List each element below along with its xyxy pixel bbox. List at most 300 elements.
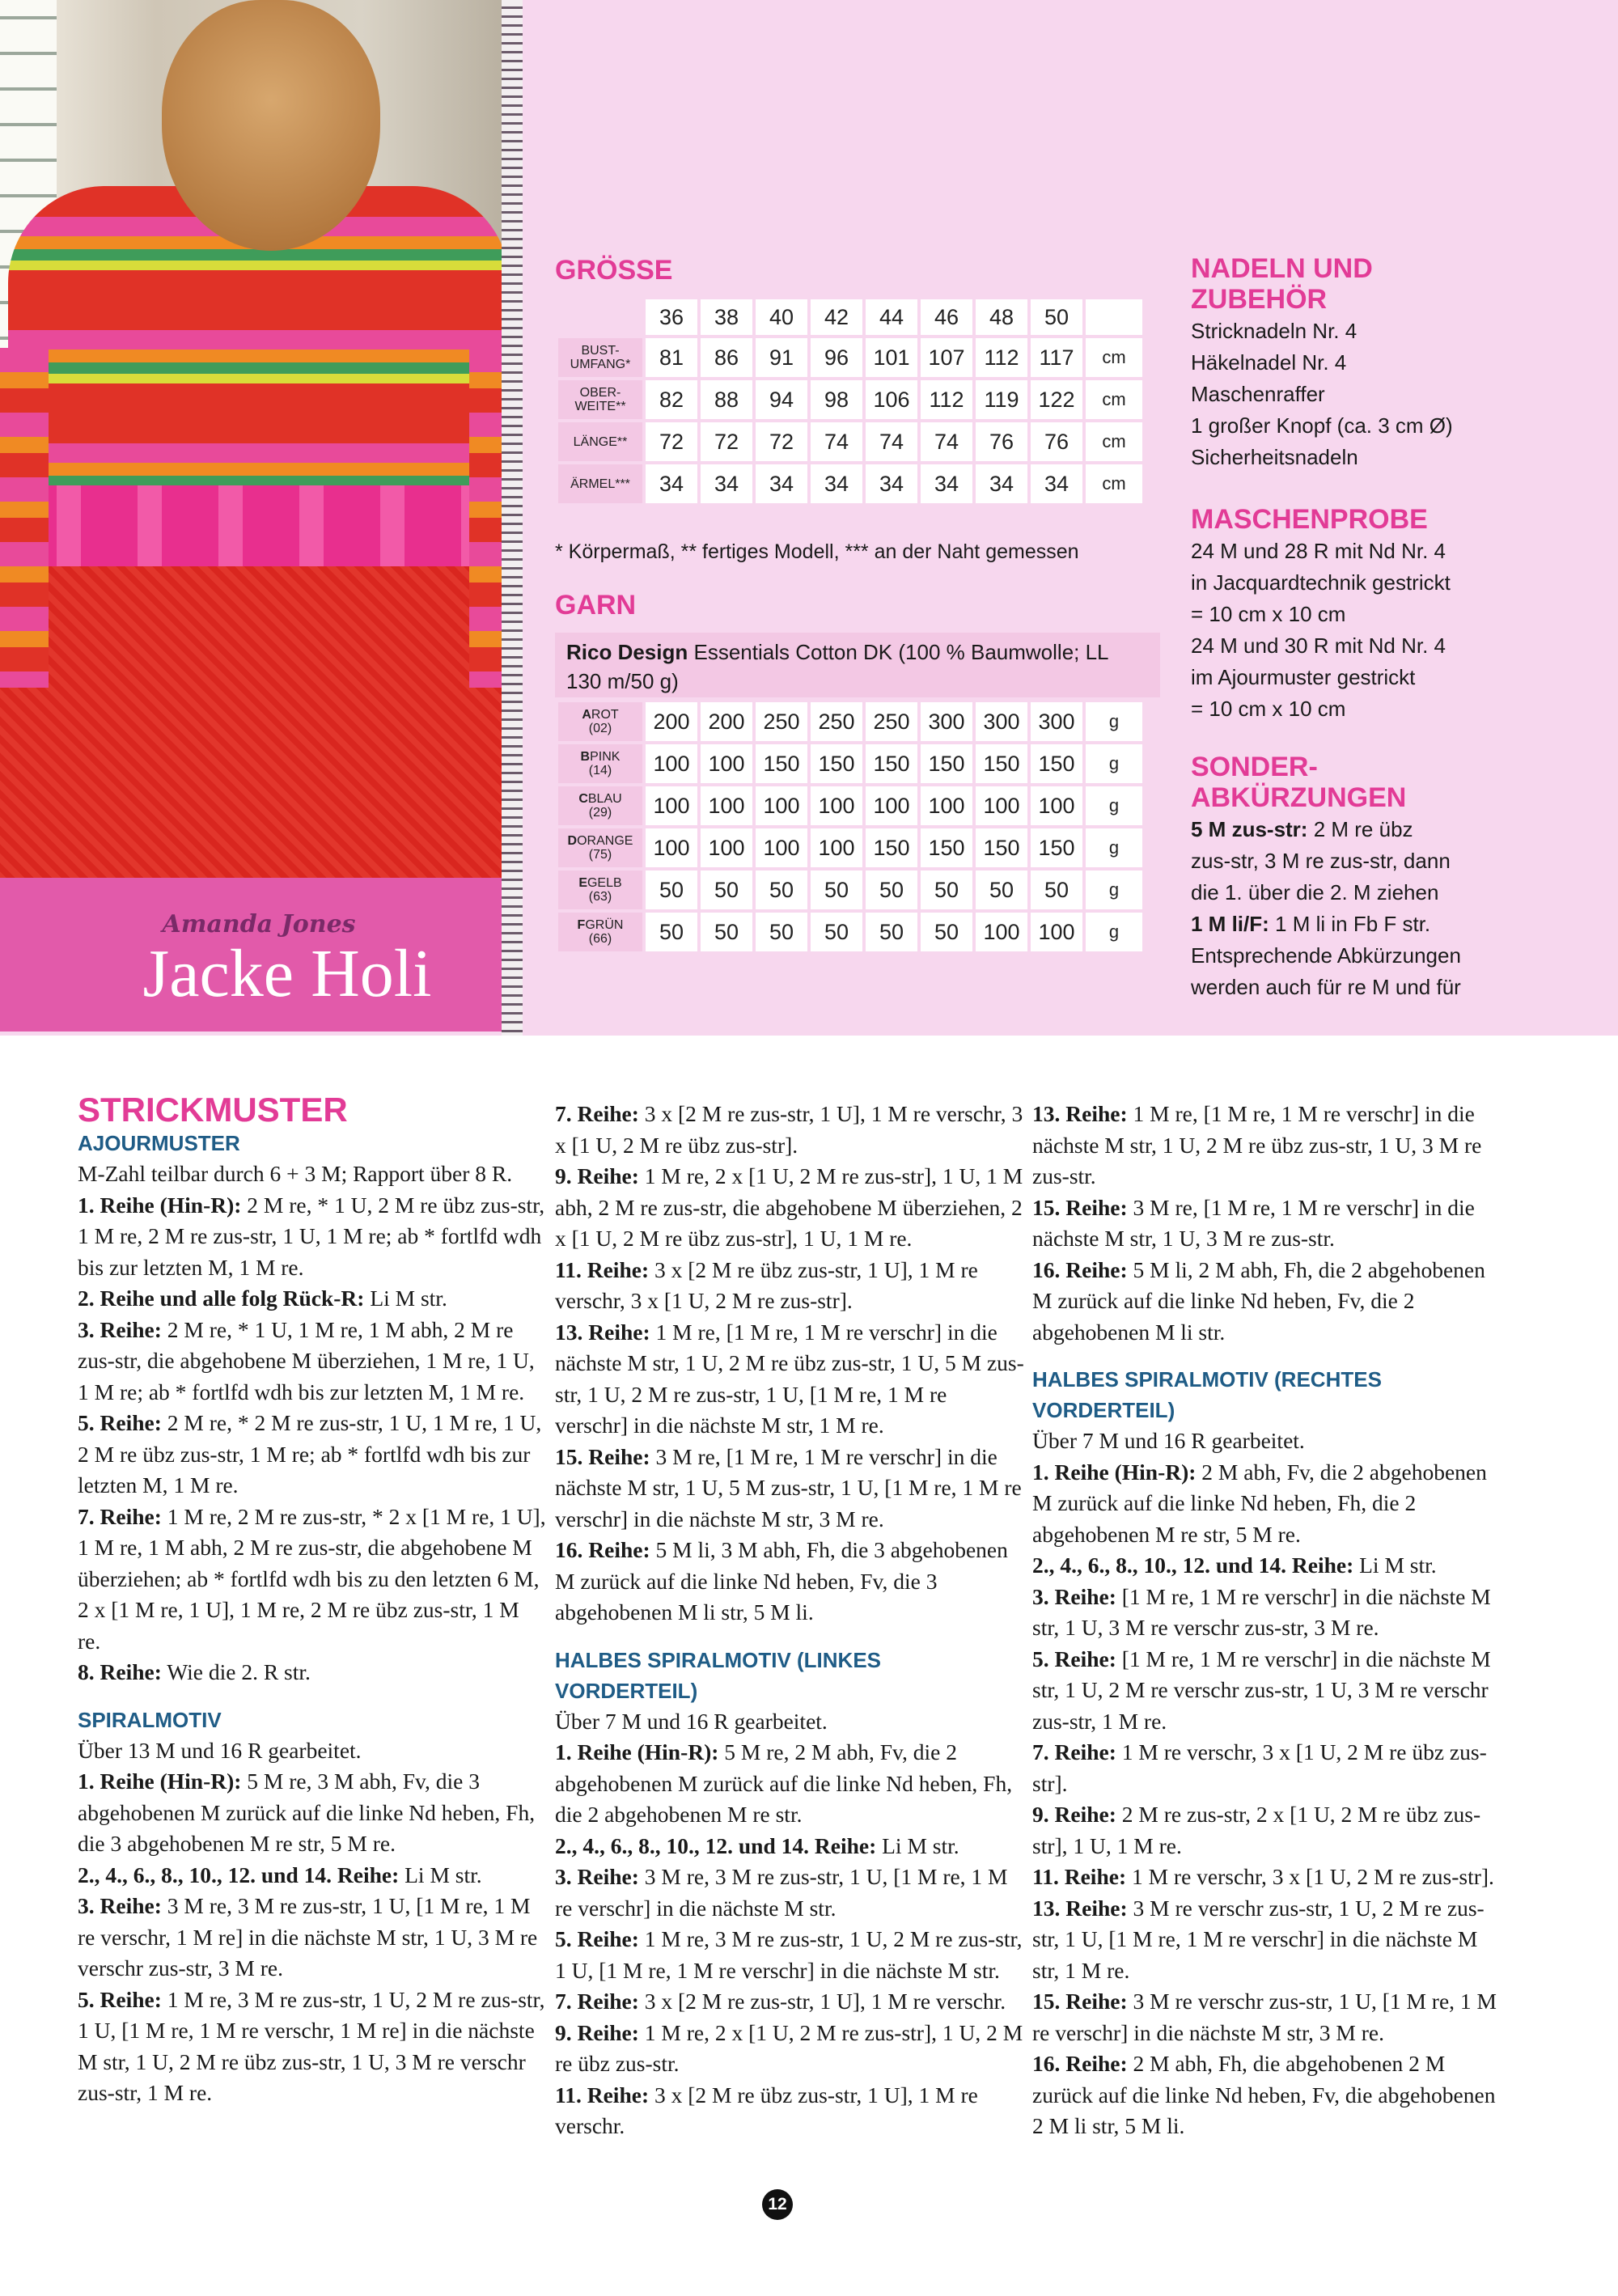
yarn-cell: 300: [976, 702, 1027, 741]
yarn-cell: 100: [646, 828, 697, 867]
instruction-paragraph: [78, 1860, 547, 1891]
maschenprobe-line: = 10 cm x 10 cm: [1191, 697, 1346, 721]
zubehoer-item: Häkelnadel Nr. 4: [1191, 350, 1347, 375]
instructions-column-1: [78, 1092, 547, 2109]
unit-cell: cm: [1086, 464, 1142, 503]
size-cell: 86: [701, 338, 752, 377]
size-cell: 34: [756, 464, 807, 503]
yarn-row: [558, 871, 1142, 909]
yarn-cell: 50: [866, 913, 917, 951]
yarn-cell: 100: [976, 786, 1027, 825]
size-row: [558, 380, 1142, 419]
yarn-cell: 100: [866, 786, 917, 825]
size-unit-blank: [1086, 299, 1142, 335]
instruction-paragraph: [1032, 1644, 1502, 1738]
row-label: 13. Reihe:: [1032, 1101, 1128, 1126]
maschenprobe-line: 24 M und 30 R mit Nd Nr. 4: [1191, 633, 1446, 658]
yarn-code: (14): [588, 764, 612, 777]
yarn-cell: 100: [1031, 786, 1082, 825]
yarn-cell: 300: [921, 702, 972, 741]
instruction-paragraph: [555, 2080, 1024, 2142]
size-cell: 34: [976, 464, 1027, 503]
row-label: 11. Reihe:: [1032, 1864, 1127, 1889]
row-text: 3 x [2 M re übz zus-str, 1 U], 1 M re verschr.: [555, 2082, 978, 2138]
yarn-cell: 100: [701, 828, 752, 867]
size-cell: 117: [1031, 338, 1082, 377]
size-row: [558, 338, 1142, 377]
instruction-paragraph: [1032, 1255, 1502, 1349]
maschenprobe-list: [1191, 536, 1612, 725]
yarn-brand: Rico Design: [566, 640, 688, 664]
yarn-name: BLAU: [587, 792, 622, 806]
yarn-cell: 100: [756, 828, 807, 867]
yarn-cell: 100: [646, 744, 697, 783]
size-value: 44: [866, 299, 917, 335]
row-label: 15. Reihe:: [1032, 1194, 1128, 1220]
size-value: 36: [646, 299, 697, 335]
instruction-paragraph: [555, 1924, 1024, 1986]
yarn-color-label: [558, 744, 642, 783]
size-cell: 34: [646, 464, 697, 503]
yarn-letter: D: [567, 834, 578, 848]
section-subheading: HALBES SPIRALMOTIV (RECHTES VORDERTEIL): [1032, 1367, 1382, 1422]
maschenprobe-line: 24 M und 28 R mit Nd Nr. 4: [1191, 539, 1446, 563]
instruction-paragraph: [1032, 1425, 1502, 1457]
maschenprobe-section: [1191, 503, 1612, 725]
yarn-color-label: [558, 871, 642, 909]
row-text: 2 M re zus-str, 2 x [1 U, 2 M re übz zus-str], 1 U, 1 M re.: [1032, 1802, 1481, 1858]
sizes-heading: GRÖSSE: [555, 255, 673, 286]
size-value: 40: [756, 299, 807, 335]
instruction-paragraph: [78, 1159, 547, 1190]
row-label: 3. Reihe:: [555, 1864, 639, 1889]
instruction-paragraph: [555, 1986, 1024, 2018]
yarn-cell: 100: [1031, 913, 1082, 951]
size-cell: 91: [756, 338, 807, 377]
yarn-cell: 150: [756, 744, 807, 783]
instruction-paragraph: [1032, 1799, 1502, 1862]
yarn-code: (02): [588, 722, 612, 735]
row-text: 3 x [2 M re zus-str, 1 U], 1 M re verschr, 3 x [1 U, 2 M re übz zus-str].: [555, 1101, 1023, 1158]
maschenprobe-line: im Ajourmuster gestrickt: [1191, 665, 1416, 689]
row-label: 1. Reihe (Hin-R):: [78, 1192, 242, 1218]
row-text: Über 13 M und 16 R gearbeitet.: [78, 1737, 362, 1763]
yarn-cell: 100: [811, 828, 862, 867]
instruction-paragraph: [1032, 1862, 1502, 1893]
row-label: 7. Reihe:: [555, 1101, 639, 1126]
unit-cell: g: [1086, 871, 1142, 909]
instruction-paragraph: [78, 1985, 547, 2109]
yarn-cell: 150: [1031, 828, 1082, 867]
row-text: Li M str.: [882, 1832, 959, 1858]
abbr-2: 1 M li/F: 1 M li in Fb F str.: [1191, 912, 1431, 936]
yarn-row: [558, 828, 1142, 867]
instruction-paragraph: [555, 1862, 1024, 1924]
instruction-paragraph: [78, 1190, 547, 1284]
instruction-paragraph: [78, 1735, 547, 1767]
row-text: 2 M abh, Fv, die 2 abgehobenen M zurück auf die linke Nd heben, Fh, die 2 abgehobenen M re str, 5 M re.: [1032, 1459, 1487, 1547]
yarn-code: (75): [588, 848, 612, 862]
row-text: 2 M re, * 1 U, 2 M re übz zus-str, 1 M re, 2 M re zus-str, 1 U, 1 M re; ab * fortlfd wdh bis zur letzten M, 1 M re.: [78, 1192, 545, 1280]
instruction-paragraph: [78, 1502, 547, 1658]
row-label: 3. Reihe:: [1032, 1583, 1116, 1609]
instruction-paragraph: [555, 1161, 1024, 1255]
yarn-code: (66): [588, 932, 612, 946]
yarn-details: Essentials Cotton DK (100 % Baumwolle; LL 130 m/50 g): [566, 640, 1108, 693]
sizes-footnote: * Körpermaß, ** fertiges Modell, *** an der Naht gemessen: [555, 540, 1079, 563]
garn-heading: GARN: [555, 590, 637, 621]
maschenprobe-heading: MASCHENPROBE: [1191, 504, 1428, 535]
yarn-cell: 50: [701, 871, 752, 909]
row-label: 13. Reihe:: [1032, 1895, 1128, 1921]
yarn-cell: 50: [756, 913, 807, 951]
row-text: 2 M re, * 1 U, 1 M re, 1 M abh, 2 M re zus-str, die abgehobene M überziehen, 1 M re, 1 U, 1 M re; ab * fortlfd wdh bis zur letzten M, 1 M re.: [78, 1316, 535, 1404]
instruction-paragraph: [78, 1315, 547, 1409]
unit-cell: g: [1086, 744, 1142, 783]
yarn-cell: 50: [811, 871, 862, 909]
row-label: 7. Reihe:: [555, 1989, 639, 2014]
yarn-letter: C: [578, 792, 588, 806]
instruction-paragraph: [78, 1657, 547, 1688]
row-text: M-Zahl teilbar durch 6 + 3 M; Rapport über 8 R.: [78, 1161, 513, 1186]
row-text: 3 M re verschr zus-str, 1 U, 2 M re zus-str, 1 U, [1 M re, 1 M re verschr] in die nächste M str, 1 M re.: [1032, 1895, 1485, 1983]
size-cell: 94: [756, 380, 807, 419]
instruction-paragraph: [555, 2018, 1024, 2080]
size-cell: 74: [866, 422, 917, 461]
instruction-paragraph: [1032, 1099, 1502, 1192]
nadeln-heading-2: ZUBEHÖR: [1191, 284, 1328, 315]
yarn-code: (63): [588, 890, 612, 904]
row-text: 3 x [2 M re zus-str, 1 U], 1 M re verschr.: [644, 1989, 1006, 2014]
size-cell: 88: [701, 380, 752, 419]
yarn-color-name: [558, 834, 642, 848]
size-cell: 74: [921, 422, 972, 461]
row-label: 3. Reihe:: [78, 1316, 162, 1342]
instruction-paragraph: [555, 1099, 1024, 1161]
nadeln-list: [1191, 316, 1612, 473]
yarn-cell: 50: [921, 913, 972, 951]
size-cell: 72: [646, 422, 697, 461]
size-cell: 72: [756, 422, 807, 461]
instruction-paragraph: [1032, 1550, 1502, 1582]
yarn-color-name: [558, 792, 642, 806]
maschenprobe-line: in Jacquardtechnik gestrickt: [1191, 570, 1451, 595]
zubehoer-item: Sicherheitsnadeln: [1191, 445, 1358, 469]
row-text: 1 M re, 2 M re zus-str, * 2 x [1 M re, 1 U], 1 M re, 1 M abh, 2 M re zus-str, die abgehobene M überziehen; ab * fortlfd wdh bis zu den letzten 6 M, 2 x [1 M re, 1 U], 1 M re, 2 M re übz zus-str, 1 M re.: [78, 1503, 546, 1654]
abbr-1-line-3: die 1. über die 2. M ziehen: [1191, 880, 1439, 904]
size-header-blank: [558, 299, 642, 335]
size-cell: 82: [646, 380, 697, 419]
yarn-color-name: [558, 876, 642, 890]
row-label: 5. Reihe:: [555, 1926, 639, 1951]
abbr-note-1: Entsprechende Abkürzungen: [1191, 943, 1461, 968]
row-label: 11. Reihe:: [555, 1256, 650, 1282]
yarn-cell: 150: [976, 828, 1027, 867]
instruction-paragraph: [1032, 1737, 1502, 1799]
row-label: 2., 4., 6., 8., 10., 12. und 14. Reihe:: [78, 1862, 400, 1887]
row-label: 1. Reihe (Hin-R):: [78, 1769, 242, 1794]
row-text: 1 M re, [1 M re, 1 M re verschr] in die nächste M str, 1 U, 2 M re übz zus-str, 1 U, 3 M re zus-str.: [1032, 1101, 1482, 1188]
size-value: 42: [811, 299, 862, 335]
yarn-color-label: [558, 702, 642, 741]
row-text: 1 M re, 2 x [1 U, 2 M re zus-str], 1 U, 1 M abh, 2 M re zus-str, die abgehobene M überziehen, 2 x [1 U, 2 M re übz zus-str], 1 U, 1 M re.: [555, 1163, 1023, 1251]
size-cell: 76: [976, 422, 1027, 461]
row-text: 3 M re, [1 M re, 1 M re verschr] in die nächste M str, 1 U, 3 M re zus-str.: [1032, 1194, 1475, 1251]
row-label: 5. Reihe:: [78, 1410, 162, 1435]
section-subheading: HALBES SPIRALMOTIV (LINKES VORDERTEIL): [555, 1647, 882, 1703]
yarn-name: GELB: [587, 876, 622, 890]
size-cell: 96: [811, 338, 862, 377]
instruction-paragraph: [78, 1408, 547, 1502]
row-label: 1. Reihe (Hin-R):: [1032, 1459, 1197, 1485]
unit-cell: g: [1086, 786, 1142, 825]
row-text: 5 M li, 3 M abh, Fh, die 3 abgehobenen M zurück auf die linke Nd heben, Fv, die 3 abgehobenen M li str, 5 M li.: [555, 1537, 1008, 1625]
yarn-color-name: [558, 708, 642, 722]
size-cell: 122: [1031, 380, 1082, 419]
instruction-paragraph: [78, 1891, 547, 1985]
row-text: 1 M re verschr, 3 x [1 U, 2 M re übz zus-str].: [1032, 1739, 1487, 1796]
yarn-cell: 250: [811, 702, 862, 741]
instruction-paragraph: [1032, 1457, 1502, 1551]
yarn-cell: 150: [1031, 744, 1082, 783]
yarn-cell: 200: [701, 702, 752, 741]
yarn-cell: 50: [756, 871, 807, 909]
row-label: 2. Reihe und alle folg Rück-R:: [78, 1286, 365, 1311]
yarn-color-name: [558, 750, 642, 764]
strickmuster-heading: STRICKMUSTER: [78, 1091, 348, 1129]
yarn-cell: 50: [701, 913, 752, 951]
row-text: 2 M abh, Fh, die abgehobenen 2 M zurück auf die linke Nd heben, Fv, die abgehobenen 2 M li str, 5 M li.: [1032, 2051, 1496, 2138]
sizes-table: [555, 296, 1146, 506]
size-row-label: BUST-UMFANG*: [558, 338, 642, 377]
size-cell: 34: [921, 464, 972, 503]
nadeln-heading-1: NADELN UND: [1191, 253, 1373, 284]
size-cell: 72: [701, 422, 752, 461]
size-row: [558, 422, 1142, 461]
yarn-cell: 150: [976, 744, 1027, 783]
size-cell: 74: [811, 422, 862, 461]
yarn-row: [558, 786, 1142, 825]
row-label: 2., 4., 6., 8., 10., 12. und 14. Reihe:: [1032, 1553, 1354, 1578]
row-text: 1 M re verschr, 3 x [1 U, 2 M re zus-str].: [1131, 1864, 1494, 1889]
yarn-cell: 100: [701, 744, 752, 783]
yarn-cell: 50: [646, 871, 697, 909]
yarn-letter: B: [580, 750, 591, 764]
row-label: 16. Reihe:: [1032, 1256, 1128, 1282]
yarn-cell: 100: [921, 786, 972, 825]
row-label: 7. Reihe:: [78, 1503, 162, 1529]
row-label: 15. Reihe:: [1032, 1989, 1128, 2014]
row-text: 3 M re verschr zus-str, 1 U, [1 M re, 1 M re verschr] in die nächste M str, 3 M re.: [1032, 1989, 1497, 2045]
yarn-cell: 50: [976, 871, 1027, 909]
instruction-paragraph: [1032, 1893, 1502, 1987]
unit-cell: cm: [1086, 338, 1142, 377]
row-text: Li M str.: [370, 1286, 447, 1311]
instruction-paragraph: [555, 1317, 1024, 1442]
instructions-column-2: [555, 1099, 1024, 2142]
size-cell: 107: [921, 338, 972, 377]
size-row-label: ÄRMEL***: [558, 464, 642, 503]
yarn-name: PINK: [590, 750, 621, 764]
row-label: 2., 4., 6., 8., 10., 12. und 14. Reihe:: [555, 1832, 877, 1858]
instruction-paragraph: [555, 1442, 1024, 1536]
abbr-1: 5 M zus-str: 2 M re übz: [1191, 817, 1413, 841]
instructions-column-3: [1032, 1099, 1502, 2142]
size-value: 38: [701, 299, 752, 335]
yarn-cell: 50: [1031, 871, 1082, 909]
row-text: 5 M re, 3 M abh, Fv, die 3 abgehobenen M zurück auf die linke Nd heben, Fh, die 3 abgehobenen M re str, 5 M re.: [78, 1769, 536, 1856]
yarn-cell: 100: [976, 913, 1027, 951]
yarn-cell: 100: [701, 786, 752, 825]
nadeln-section: [1191, 252, 1612, 473]
yarn-cell: 50: [811, 913, 862, 951]
size-cell: 112: [921, 380, 972, 419]
page-number: 12: [762, 2189, 793, 2220]
size-cell: 101: [866, 338, 917, 377]
yarn-cell: 100: [756, 786, 807, 825]
yarn-name: ROT: [591, 708, 619, 722]
yarn-cell: 300: [1031, 702, 1082, 741]
yarn-cell: 50: [921, 871, 972, 909]
row-text: 1 M re, [1 M re, 1 M re verschr] in die nächste M str, 1 U, 2 M re übz zus-str, 1 U, 5 M zus-str, 1 U, 2 M re zus-str, 1 U, [1 M re, 1 M re verschr] in die nächste M str, 1 M re.: [555, 1319, 1024, 1438]
abbr-note-2: werden auch für re M und für: [1191, 975, 1461, 999]
row-label: 9. Reihe:: [555, 1163, 639, 1188]
instruction-paragraph: [1032, 1986, 1502, 2048]
row-text: 5 M re, 2 M abh, Fv, die 2 abgehobenen M zurück auf die linke Nd heben, Fh, die 2 abgehobenen M re str.: [555, 1739, 1013, 1827]
size-header-row: [558, 299, 1142, 335]
size-cell: 119: [976, 380, 1027, 419]
unit-cell: g: [1086, 702, 1142, 741]
size-cell: 34: [866, 464, 917, 503]
row-label: 9. Reihe:: [1032, 1802, 1116, 1827]
unit-cell: cm: [1086, 422, 1142, 461]
instruction-paragraph: [555, 1706, 1024, 1738]
row-label: 13. Reihe:: [555, 1319, 650, 1345]
row-text: 5 M li, 2 M abh, Fh, die 2 abgehobenen M zurück auf die linke Nd heben, Fv, die 2 abgehobenen M li str.: [1032, 1256, 1485, 1345]
yarn-color-name: [558, 918, 642, 932]
yarn-row: [558, 744, 1142, 783]
row-label: 11. Reihe:: [555, 2082, 650, 2107]
row-text: Wie die 2. R str.: [167, 1659, 311, 1684]
yarn-cell: 150: [921, 828, 972, 867]
page-title: Jacke Holi: [142, 936, 432, 1011]
yarn-name: ORANGE: [577, 834, 633, 848]
instruction-paragraph: [555, 1535, 1024, 1629]
size-cell: 106: [866, 380, 917, 419]
instruction-paragraph: [1032, 2048, 1502, 2142]
size-value: 46: [921, 299, 972, 335]
row-text: 3 M re, 3 M re zus-str, 1 U, [1 M re, 1 M re verschr] in die nächste M str.: [555, 1864, 1008, 1921]
size-cell: 98: [811, 380, 862, 419]
row-label: 16. Reihe:: [1032, 2051, 1128, 2076]
model-photo: [0, 0, 518, 878]
size-row-label: OBER-WEITE**: [558, 380, 642, 419]
row-label: 3. Reihe:: [78, 1893, 162, 1918]
row-label: 15. Reihe:: [555, 1443, 650, 1469]
row-text: Über 7 M und 16 R gearbeitet.: [555, 1708, 828, 1734]
abbr-1-line-2: zus-str, 3 M re zus-str, dann: [1191, 849, 1451, 873]
sonder-heading-1: SONDER-: [1191, 752, 1318, 782]
row-label: 8. Reihe:: [78, 1659, 162, 1684]
size-row-label: LÄNGE**: [558, 422, 642, 461]
yarn-row: [558, 702, 1142, 741]
unit-cell: g: [1086, 913, 1142, 951]
yarn-color-label: [558, 786, 642, 825]
size-value: 50: [1031, 299, 1082, 335]
row-text: [1 M re, 1 M re verschr] in die nächste M str, 1 U, 2 M re verschr zus-str, 1 U, 3 M re verschr zus-str, 1 M re.: [1032, 1646, 1491, 1734]
author-name: Amanda Jones: [162, 910, 356, 938]
row-label: 5. Reihe:: [1032, 1646, 1116, 1671]
instruction-paragraph: [1032, 1582, 1502, 1644]
yarn-row: [558, 913, 1142, 951]
yarn-letter: E: [578, 876, 587, 890]
yarn-cell: 250: [756, 702, 807, 741]
section-subheading: SPIRALMOTIV: [78, 1707, 222, 1732]
zigzag-divider: [502, 0, 523, 1036]
row-label: 16. Reihe:: [555, 1537, 650, 1562]
yarn-name: GRÜN: [585, 918, 624, 932]
yarn-color-label: [558, 913, 642, 951]
sonder-section: [1191, 751, 1612, 1003]
instruction-paragraph: [1032, 1192, 1502, 1255]
row-text: Li M str.: [1359, 1553, 1437, 1578]
instruction-paragraph: [78, 1283, 547, 1315]
yarn-cell: 50: [646, 913, 697, 951]
row-text: [1 M re, 1 M re verschr] in die nächste M str, 1 U, 3 M re verschr zus-str, 3 M re.: [1032, 1583, 1491, 1640]
row-text: 1 M re, 3 M re zus-str, 1 U, 2 M re zus-str, 1 U, [1 M re, 1 M re verschr] in die nächste M str.: [555, 1926, 1023, 1983]
section-subheading: AJOURMUSTER: [78, 1131, 240, 1155]
yarn-cell: 150: [866, 828, 917, 867]
instruction-paragraph: [555, 1255, 1024, 1317]
size-cell: 34: [1031, 464, 1082, 503]
yarn-table: [555, 699, 1146, 955]
row-text: Über 7 M und 16 R gearbeitet.: [1032, 1428, 1305, 1453]
yarn-cell: 250: [866, 702, 917, 741]
yarn-cell: 200: [646, 702, 697, 741]
size-cell: 34: [811, 464, 862, 503]
zubehoer-item: 1 großer Knopf (ca. 3 cm Ø): [1191, 413, 1453, 438]
size-cell: 76: [1031, 422, 1082, 461]
row-label: 7. Reihe:: [1032, 1739, 1116, 1764]
unit-cell: cm: [1086, 380, 1142, 419]
yarn-description: [555, 633, 1160, 697]
row-text: 3 M re, [1 M re, 1 M re verschr] in die nächste M str, 1 U, 5 M zus-str, 1 U, [1 M re, 1 M re verschr] in die nächste M str, 3 M re.: [555, 1443, 1022, 1531]
row-label: 1. Reihe (Hin-R):: [555, 1739, 719, 1764]
size-value: 48: [976, 299, 1027, 335]
yarn-cell: 150: [811, 744, 862, 783]
yarn-cell: 150: [866, 744, 917, 783]
yarn-cell: 50: [866, 871, 917, 909]
yarn-color-label: [558, 828, 642, 867]
size-cell: 81: [646, 338, 697, 377]
yarn-cell: 100: [646, 786, 697, 825]
instruction-paragraph: [78, 1766, 547, 1860]
size-cell: 112: [976, 338, 1027, 377]
row-text: 3 x [2 M re übz zus-str, 1 U], 1 M re verschr, 3 x [1 U, 2 M re zus-str].: [555, 1256, 978, 1313]
instruction-paragraph: [555, 1831, 1024, 1862]
sonder-heading-2: ABKÜRZUNGEN: [1191, 782, 1407, 813]
yarn-letter: F: [577, 918, 586, 932]
maschenprobe-line: = 10 cm x 10 cm: [1191, 602, 1346, 626]
zubehoer-item: Stricknadeln Nr. 4: [1191, 319, 1358, 343]
row-text: Li M str.: [404, 1862, 482, 1887]
row-text: 2 M re, * 2 M re zus-str, 1 U, 1 M re, 1 U, 2 M re übz zus-str, 1 M re; ab * fortlfd wdh bis zur letzten M, 1 M re.: [78, 1410, 542, 1497]
yarn-cell: 100: [811, 786, 862, 825]
zubehoer-item: Maschenraffer: [1191, 382, 1325, 406]
row-label: 9. Reihe:: [555, 2019, 639, 2045]
instruction-paragraph: [555, 1737, 1024, 1831]
unit-cell: g: [1086, 828, 1142, 867]
